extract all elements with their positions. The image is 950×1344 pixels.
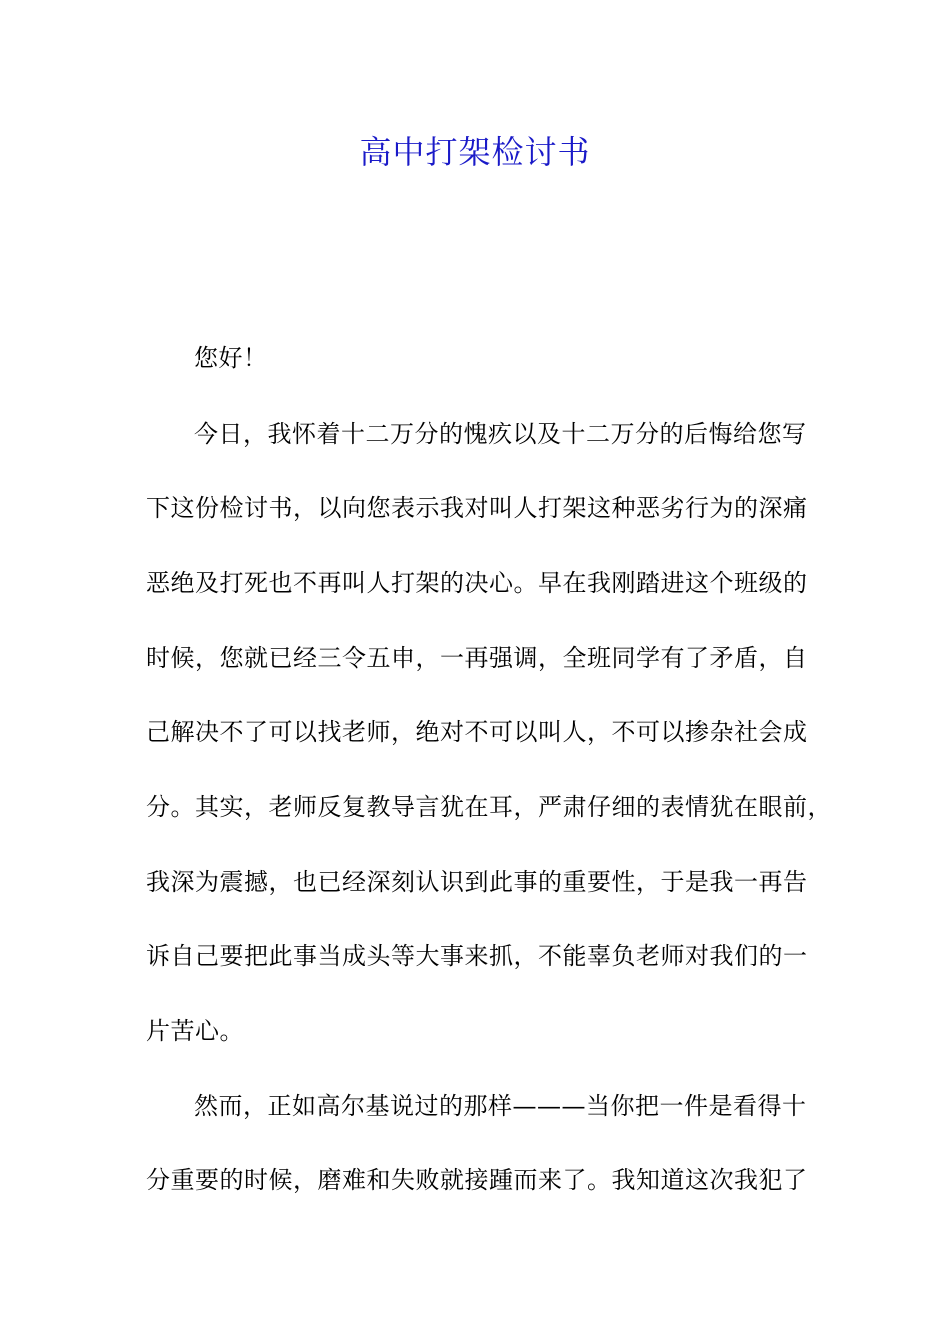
body-line: 分重要的时候，磨难和失败就接踵而来了。我知道这次我犯了 <box>146 1166 808 1194</box>
body-line: 我深为震撼，也已经深刻认识到此事的重要性，于是我一再告 <box>146 868 808 896</box>
body-line: 诉自己要把此事当成头等大事来抓，不能辜负老师对我们的一 <box>146 942 808 970</box>
body-line: 然而，正如高尔基说过的那样———当你把一件是看得十 <box>194 1092 807 1120</box>
body-line: 恶绝及打死也不再叫人打架的决心。早在我刚踏进这个班级的 <box>146 569 808 597</box>
body-line: 己解决不了可以找老师，绝对不可以叫人，不可以掺杂社会成 <box>146 718 808 746</box>
body-line: 片苦心。 <box>146 1017 244 1045</box>
body-line: 分。其实，老师反复教导言犹在耳，严肃仔细的表情犹在眼前， <box>146 793 832 821</box>
document-title: 高中打架检讨书 <box>359 133 591 171</box>
greeting-line: 您好！ <box>194 344 268 372</box>
body-line: 时候，您就已经三令五申，一再强调，全班同学有了矛盾，自 <box>146 644 808 672</box>
body-line: 下这份检讨书，以向您表示我对叫人打架这种恶劣行为的深痛 <box>146 494 808 522</box>
body-line: 今日，我怀着十二万分的愧疚以及十二万分的后悔给您写 <box>194 420 807 448</box>
